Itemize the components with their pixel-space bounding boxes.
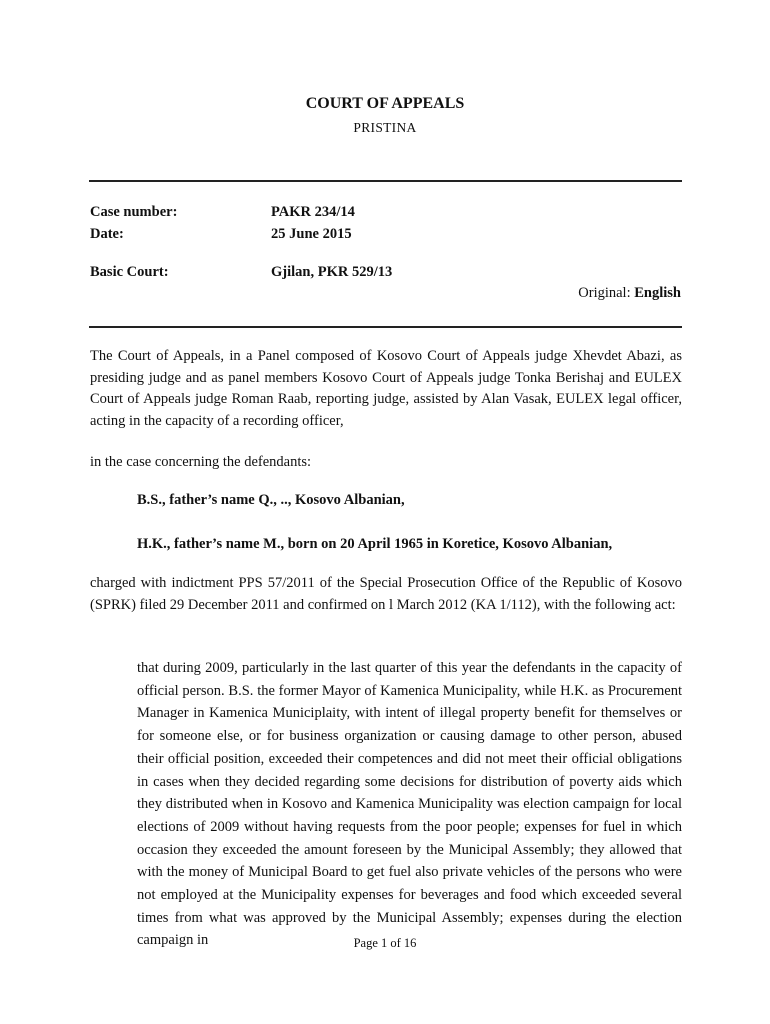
date-label: Date: (90, 226, 124, 242)
defendant-1: B.S., father’s name Q., .., Kosovo Albanian, (137, 492, 405, 508)
basic-court-label: Basic Court: (90, 264, 169, 280)
original-language (578, 285, 681, 302)
defendant-2: H.K., father’s name M., born on 20 April 1965 in Koretice, Kosovo Albanian, (137, 536, 613, 552)
date-value: 25 June 2015 (271, 226, 352, 242)
act-paragraph: that during 2009, particularly in the last quarter of this year the defendants in the capacity of official person. B.S. the former Mayor of Kamenica Municipality, while H.K. as Procurement Manager in Kamenica Municiplaity, with intent of illegal property benefit for themselves or for someone else, or for business organization or causing damage to other person, abused their official position, exceeded their competences and did not meet their official obligations in cases when they decided regarding some decisions for distribution of poverty aids which they distributed when in Kosovo and Kamenica Municipality was election campaign for local elections of 2009 without having requests from the poor people; expenses for fuel in which occasion they exceeded the amount foreseen by the Municipal Assembly; they allowed that with the money of Municipal Board to get fuel also private vehicles of the persons who were not employed at the Municipality expenses for beverages and food which exceeded several times from what was approved by the Municipal Assembly; expenses during the election campaign in (137, 660, 682, 949)
panel-paragraph: The Court of Appeals, in a Panel composed of Kosovo Court of Appeals judge Xhevdet Abazi, as presiding judge and as panel members Kosovo Court of Appeals judge Tonka Berishaj and EULEX Court of Appeals judge Roman Raab, reporting judge, assisted by Alan Vasak, EULEX legal officer, acting in the capacity of a recording officer, (90, 348, 682, 429)
original-label: Original: (578, 285, 635, 301)
top-divider (89, 180, 682, 182)
case-concerning-line: in the case concerning the defendants: (90, 454, 312, 470)
case-number-value: PAKR 234/14 (271, 204, 355, 220)
charged-paragraph: charged with indictment PPS 57/2011 of the Special Prosecution Office of the Republic of Kosovo (SPRK) filed 29 December 2011 and confirmed on l March 2012 (KA 1/112), with the following act: (90, 575, 682, 613)
basic-court-value: Gjilan, PKR 529/13 (271, 264, 393, 280)
page-number: Page 1 of 16 (353, 936, 417, 950)
bottom-divider (89, 326, 682, 328)
court-title: COURT OF APPEALS (305, 95, 465, 112)
original-value: English (634, 285, 681, 301)
court-location: PRISTINA (353, 120, 417, 135)
case-number-label: Case number: (90, 204, 178, 220)
